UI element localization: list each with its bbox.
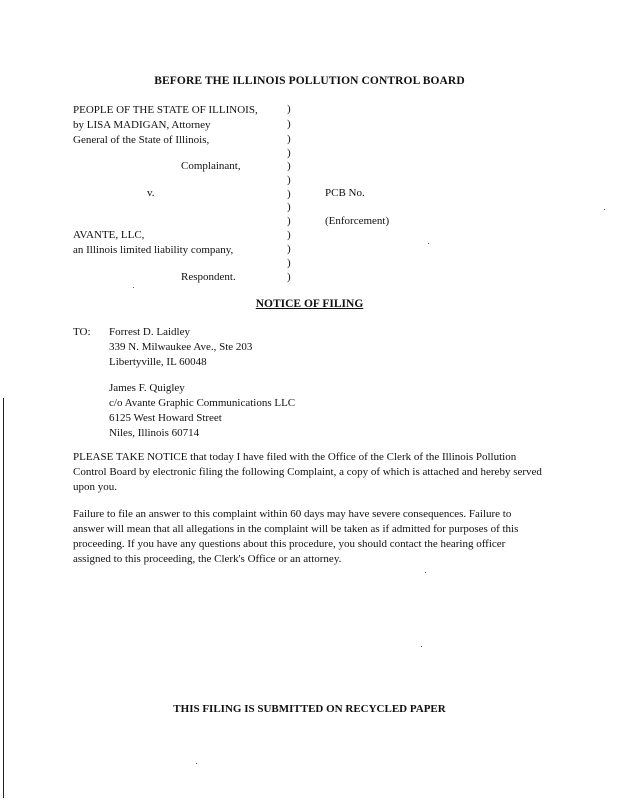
warning-paragraph: Failure to file an answer to this complaint within 60 days may have severe consequences. Failure to answer will mean that all allegations in the complaint will be taken as if admitted for purposes of this proceeding. If you have any questions about this procedure, you should contact the hearing officer assigned to this proceeding, the Clerk's Office or an attorney.: [73, 508, 519, 565]
recipient-address-line: 339 N. Milwaukee Ave., Ste 203: [109, 341, 253, 353]
scan-speck: [425, 572, 426, 573]
caption-respondent-line-2: an Illinois limited liability company,: [73, 244, 234, 256]
scan-margin-line: [3, 398, 4, 798]
caption-paren: ): [287, 133, 291, 145]
recipient-address-line: Niles, Illinois 60714: [109, 427, 200, 439]
caption-paren: ): [287, 118, 291, 130]
document-title: BEFORE THE ILLINOIS POLLUTION CONTROL BOARD: [154, 75, 465, 87]
caption-respondent-line-1: AVANTE, LLC,: [73, 229, 145, 241]
recipient-address-line: Libertyville, IL 60048: [109, 356, 207, 368]
recipient-name: James F. Quigley: [109, 382, 185, 394]
scan-speck: [133, 287, 134, 288]
caption-paren: ): [287, 201, 291, 213]
pcb-number-label: PCB No.: [325, 187, 365, 199]
notice-heading: NOTICE OF FILING: [255, 298, 364, 310]
case-type-label: (Enforcement): [325, 215, 390, 227]
versus-label: v.: [147, 187, 155, 199]
caption-plaintiff-line-2: by LISA MADIGAN, Attorney: [73, 119, 211, 131]
complainant-label: Complainant,: [181, 160, 241, 172]
caption-paren: ): [287, 215, 291, 227]
respondent-label: Respondent.: [181, 271, 236, 283]
scan-speck: [604, 209, 605, 210]
scan-speck: [196, 763, 197, 764]
scan-speck: [421, 646, 422, 647]
to-label: TO:: [73, 326, 91, 338]
notice-paragraph: PLEASE TAKE NOTICE that today I have filed with the Office of the Clerk of the Illinois Pollution Control Board by electronic filing the following Complaint, a copy of which is attached and hereby served upon you.: [73, 451, 542, 493]
caption-plaintiff-line-1: PEOPLE OF THE STATE OF ILLINOIS,: [73, 104, 258, 116]
recipient-address-line: 6125 West Howard Street: [109, 412, 222, 424]
caption-paren: ): [287, 271, 291, 283]
caption-plaintiff-line-3: General of the State of Illinois,: [73, 134, 210, 146]
caption-paren: ): [287, 229, 291, 241]
caption-paren: ): [287, 243, 291, 255]
recycled-paper-footer: THIS FILING IS SUBMITTED ON RECYCLED PAPER: [173, 703, 446, 715]
caption-paren: ): [287, 188, 291, 200]
caption-paren: ): [287, 103, 291, 115]
recipient-name: Forrest D. Laidley: [109, 326, 190, 338]
caption-paren: ): [287, 257, 291, 269]
recipient-address-line: c/o Avante Graphic Communications LLC: [109, 397, 296, 409]
caption-paren: ): [287, 174, 291, 186]
scan-speck: [428, 243, 429, 244]
caption-paren: ): [287, 160, 291, 172]
caption-paren: ): [287, 147, 291, 159]
